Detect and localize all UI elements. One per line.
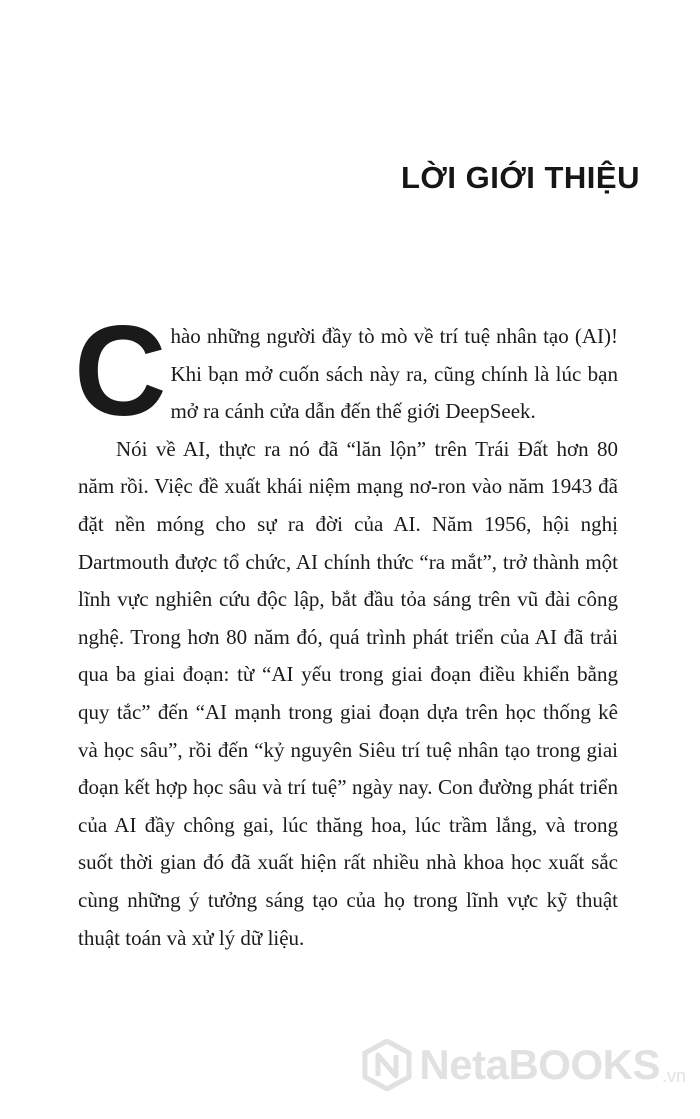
chapter-title: LỜI GIỚI THIỆU xyxy=(400,160,640,195)
watermark-suffix: .vn xyxy=(661,1066,686,1086)
drop-cap: C xyxy=(74,300,165,443)
intro-paragraph xyxy=(74,300,618,443)
watermark-text: NetaBOOKS xyxy=(419,1041,660,1088)
watermark xyxy=(361,1039,686,1091)
body-text xyxy=(74,300,618,957)
intro-paragraph-text: hào những người đầy tò mò về trí tuệ nhân tạo (AI)! Khi bạn mở cuốn sách này ra, cũng chính là lúc bạn mở ra cánh cửa dẫn đến thế giới DeepSeek. xyxy=(170,324,618,424)
history-paragraph: Nói về AI, thực ra nó đã “lăn lộn” trên Trái Đất hơn 80 năm rồi. Việc đề xuất khái niệm mạng nơ-ron vào năm 1943 đã đặt nền móng cho sự ra đời của AI. Năm 1956, hội nghị Dartmouth được tổ chức, AI chính thức “ra mắt”, trở thành một lĩnh vực nghiên cứu độc lập, bắt đầu tỏa sáng trên vũ đài công nghệ. Trong hơn 80 năm đó, quá trình phát triển của AI đã trải qua ba giai đoạn: từ “AI yếu trong giai đoạn điều khiển bằng quy tắc” đến “AI mạnh trong giai đoạn dựa trên học thống kê và học sâu”, rồi đến “kỷ nguyên Siêu trí tuệ nhân tạo trong giai đoạn kết hợp học sâu và trí tuệ” ngày nay. Con đường phát triển của AI đầy chông gai, lúc thăng hoa, lúc trầm lắng, và trong suốt thời gian đó đã xuất hiện rất nhiều nhà khoa học xuất sắc cùng những ý tưởng sáng tạo của họ trong lĩnh vực kỹ thuật thuật toán và xử lý dữ liệu. xyxy=(78,436,618,950)
netabooks-logo-icon xyxy=(361,1039,413,1091)
